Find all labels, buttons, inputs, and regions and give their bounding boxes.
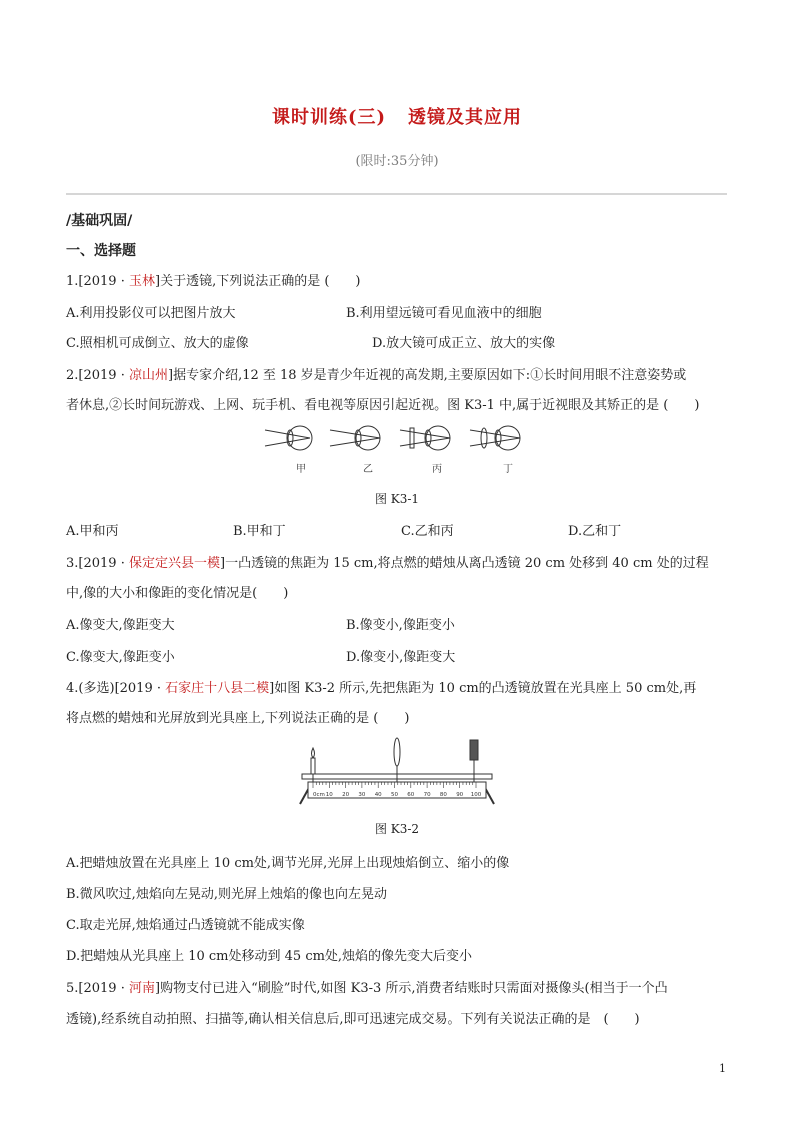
q2-option-a[interactable]: A.甲和丙 xyxy=(66,524,119,539)
q3-option-c[interactable]: C.像变大,像距变小 xyxy=(66,650,175,665)
optical-bench-figure xyxy=(296,734,498,808)
bench-scale-label: 100 xyxy=(470,792,482,798)
bench-scale-label: 10 xyxy=(325,792,333,798)
q1-option-c[interactable]: C.照相机可成倒立、放大的虚像 xyxy=(66,336,249,351)
q5-stem-line2: 透镜),经系统自动拍照、扫描等,确认相关信息后,即可迅速完成交易。下列有关说法正确的是 ( ) xyxy=(66,1012,640,1027)
bench-scale-label: 70 xyxy=(423,792,431,798)
bench-scale-label: 80 xyxy=(439,792,447,798)
bench-scale-label: 50 xyxy=(391,792,398,798)
eye-label-jia: 甲 xyxy=(296,464,306,475)
q4-option-d[interactable]: D.把蜡烛从光具座上 10 cm处移动到 45 cm处,烛焰的像先变大后变小 xyxy=(66,949,473,964)
eye-label-yi: 乙 xyxy=(363,464,373,475)
eye-diagram-bing xyxy=(400,426,450,450)
eye-diagram-figure xyxy=(260,420,540,480)
q3-option-b[interactable]: B.像变小,像距变小 xyxy=(346,618,455,633)
q1-option-b[interactable]: B.利用望远镜可看见血液中的细胞 xyxy=(346,306,542,321)
q2-option-d[interactable]: D.乙和丁 xyxy=(568,524,622,539)
eye-label-ding: 丁 xyxy=(503,464,513,475)
q4-option-c[interactable]: C.取走光屏,烛焰通过凸透镜就不能成实像 xyxy=(66,918,305,933)
section-choice: 一、选择题 xyxy=(66,243,136,259)
bench-scale-label: 20 xyxy=(342,792,350,798)
q4-option-a[interactable]: A.把蜡烛放置在光具座上 10 cm处,调节光屏,光屏上出现烛焰倒立、缩小的像 xyxy=(66,856,510,871)
q2-option-c[interactable]: C.乙和丙 xyxy=(401,524,454,539)
bench-scale-label: 40 xyxy=(374,792,382,798)
q1-stem: 1.[2019 · 玉林]关于透镜,下列说法正确的是 ( ) xyxy=(66,274,361,289)
figure-caption-k3-2: 图 K3-2 xyxy=(374,822,420,836)
q4-option-b[interactable]: B.微风吹过,烛焰向左晃动,则光屏上烛焰的像也向左晃动 xyxy=(66,887,387,902)
bench-scale-label: 60 xyxy=(407,792,415,798)
q2-stem-line1: 2.[2019 · 凉山州]据专家介绍,12 至 18 岁是青少年近视的高发期,主要原因如下:①长时间用眼不注意姿势或 xyxy=(66,368,687,383)
page-title xyxy=(0,103,794,129)
bench-scale-label: 30 xyxy=(358,792,366,798)
title-part2: 透镜及其应用 xyxy=(408,107,523,128)
eye-diagram-ding xyxy=(470,426,520,450)
header-divider xyxy=(66,193,727,195)
q2-option-b[interactable]: B.甲和丁 xyxy=(233,524,286,539)
time-limit: (限时:35分钟) xyxy=(355,154,439,169)
q3-stem-line1: 3.[2019 · 保定定兴县一模]一凸透镜的焦距为 15 cm,将点燃的蜡烛从离凸透镜 20 cm 处移到 40 cm 处的过程 xyxy=(66,556,709,571)
q5-stem-line1: 5.[2019 · 河南]购物支付已进入“刷脸”时代,如图 K3-3 所示,消费者结账时只需面对摄像头(相当于一个凸 xyxy=(66,981,668,996)
eye-diagram-jia xyxy=(265,426,312,450)
q3-option-d[interactable]: D.像变小,像距变大 xyxy=(346,650,456,665)
bench-scale-label: 0cm xyxy=(313,792,325,798)
bench-scale-label: 90 xyxy=(456,792,464,798)
eye-diagram-yi xyxy=(330,426,380,450)
q2-stem-line2: 者休息,②长时间玩游戏、上网、玩手机、看电视等原因引起近视。图 K3-1 中,属于近视眼及其矫正的是 ( ) xyxy=(66,398,700,413)
q4-stem-line2: 将点燃的蜡烛和光屏放到光具座上,下列说法正确的是 ( ) xyxy=(66,711,410,726)
section-basic: /基础巩固/ xyxy=(66,213,133,229)
figure-caption-k3-1: 图 K3-1 xyxy=(374,492,420,506)
q3-option-a[interactable]: A.像变大,像距变大 xyxy=(66,618,175,633)
q4-stem-line1: 4.(多选)[2019 · 石家庄十八县二模]如图 K3-2 所示,先把焦距为 10 cm的凸透镜放置在光具座上 50 cm处,再 xyxy=(66,681,697,696)
title-part1: 课时训练(三) xyxy=(271,107,387,128)
q1-option-d[interactable]: D.放大镜可成正立、放大的实像 xyxy=(372,336,556,351)
q3-stem-line2: 中,像的大小和像距的变化情况是( ) xyxy=(66,586,289,601)
q1-option-a[interactable]: A.利用投影仪可以把图片放大 xyxy=(66,306,236,321)
page-number: 1 xyxy=(719,1062,726,1075)
eye-label-bing: 丙 xyxy=(432,464,442,475)
